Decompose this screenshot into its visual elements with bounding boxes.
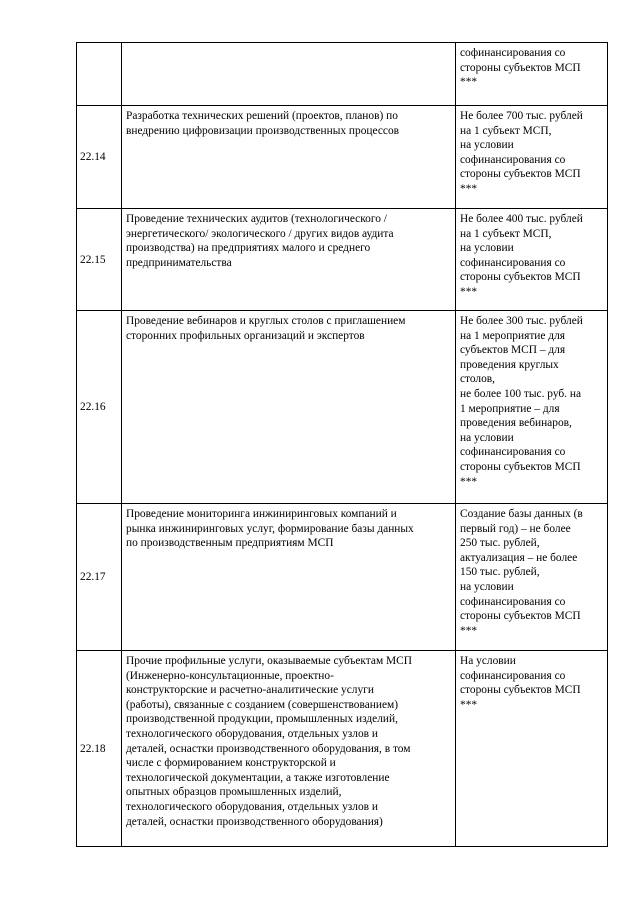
funding-condition: Не более 400 тыс. рублей на 1 субъект МСП, на условии софинансирования со стороны субъектов МСП *** — [456, 209, 608, 311]
row-number: 22.14 — [77, 106, 122, 209]
row-number: 22.18 — [77, 651, 122, 847]
row-number: 22.15 — [77, 209, 122, 311]
service-description: Разработка технических решений (проектов, планов) по внедрению цифровизации производственных процессов — [122, 106, 456, 209]
services-table — [76, 42, 608, 847]
table-row — [77, 209, 608, 311]
table-row — [77, 651, 608, 847]
table-row — [77, 106, 608, 209]
table-row — [77, 311, 608, 504]
row-number: 22.16 — [77, 311, 122, 504]
service-description: Прочие профильные услуги, оказываемые субъектам МСП (Инженерно-консультационные, проектно- конструкторские и расчетно-аналитические услуги (работы), связанные с созданием (совершенствованием) производственной продукции, промышленных изделий, технологического оборудования, отдельных узлов и деталей, оснастки производственного оборудования, в том числе с формированием конструкторской и технологической документации, а также изготовление опытных образцов промышленных изделий, технологического оборудования, отдельных узлов и деталей, оснастки производственного оборудования) — [122, 651, 456, 847]
funding-condition: Создание базы данных (в первый год) – не более 250 тыс. рублей, актуализация – не более 150 тыс. рублей, на условии софинансирования со стороны субъектов МСП *** — [456, 504, 608, 651]
service-description — [122, 43, 456, 106]
funding-condition: На условии софинансирования со стороны субъектов МСП *** — [456, 651, 608, 847]
funding-condition: Не более 300 тыс. рублей на 1 мероприятие для субъектов МСП – для проведения круглых столов, не более 100 тыс. руб. на 1 мероприятие – для проведения вебинаров, на условии софинансирования со стороны субъектов МСП *** — [456, 311, 608, 504]
service-description: Проведение мониторинга инжиниринговых компаний и рынка инжиниринговых услуг, формирование базы данных по производственным предприятиям МСП — [122, 504, 456, 651]
funding-condition: софинансирования со стороны субъектов МСП *** — [456, 43, 608, 106]
table-row — [77, 504, 608, 651]
row-number: 22.17 — [77, 504, 122, 651]
table-row — [77, 43, 608, 106]
service-description: Проведение технических аудитов (технологического / энергетического/ экологического / других видов аудита производства) на предприятиях малого и среднего предпринимательства — [122, 209, 456, 311]
service-description: Проведение вебинаров и круглых столов с приглашением сторонних профильных организаций и экспертов — [122, 311, 456, 504]
row-number — [77, 43, 122, 106]
funding-condition: Не более 700 тыс. рублей на 1 субъект МСП, на условии софинансирования со стороны субъектов МСП *** — [456, 106, 608, 209]
